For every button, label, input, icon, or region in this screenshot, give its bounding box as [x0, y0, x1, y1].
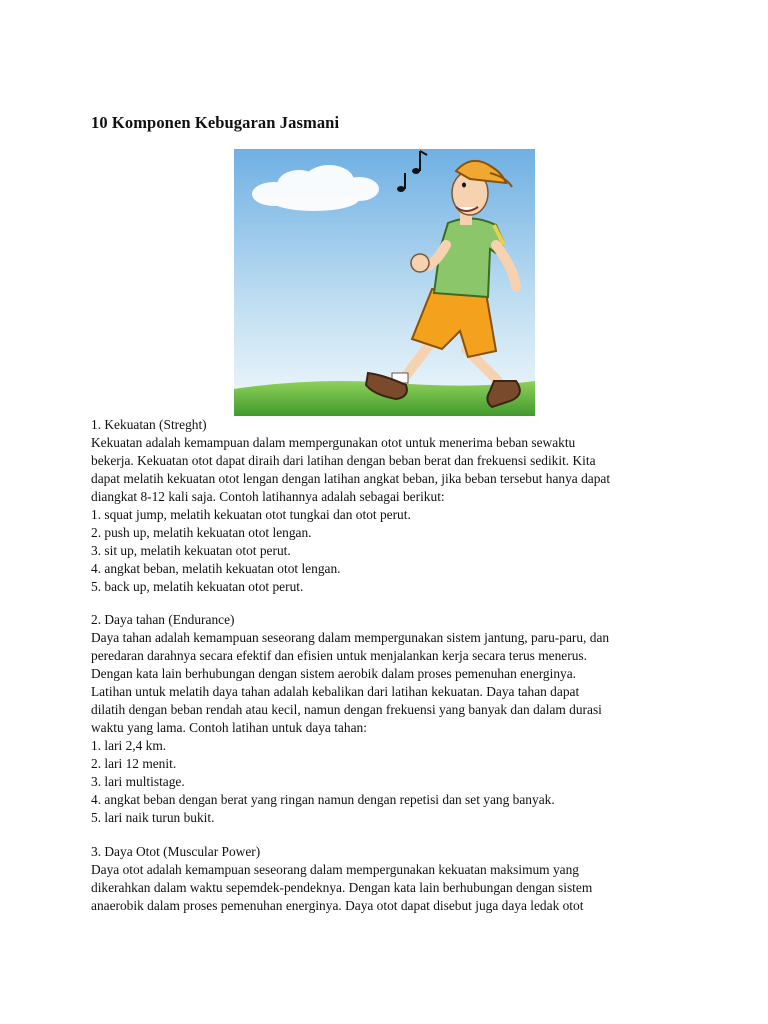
paragraph-line: diangkat 8-12 kali saja. Contoh latihannya adalah sebagai berikut: — [91, 489, 445, 504]
list-item: 4. angkat beban, melatih kekuatan otot lengan. — [91, 561, 341, 576]
list-item: 1. lari 2,4 km. — [91, 738, 167, 753]
paragraph-line: peredaran darahnya secara efektif dan efisien untuk menjalankan kerja secara terus menerus. — [91, 648, 587, 663]
paragraph-line: Kekuatan adalah kemampuan dalam mempergunakan otot untuk menerima beban sewaktu — [91, 435, 576, 450]
paragraph-line: dapat melatih kekuatan otot lengan dengan latihan angkat beban, jika beban tersebut hanya dapat — [91, 471, 611, 486]
page-title: 10 Komponen Kebugaran Jasmani — [91, 113, 340, 132]
paragraph-line: Dengan kata lain berhubungan dengan sistem aerobik dalam proses pemenuhan energinya. — [91, 666, 577, 681]
section-heading: 3. Daya Otot (Muscular Power) — [91, 844, 261, 859]
section-daya-tahan — [91, 611, 691, 827]
list-item: 2. lari 12 menit. — [91, 756, 177, 771]
paragraph-line: Daya tahan adalah kemampuan seseorang dalam mempergunakan sistem jantung, paru-paru, dan — [91, 630, 610, 645]
paragraph-line: anaerobik dalam proses pemenuhan energinya. Daya otot dapat disebut juga daya ledak otot — [91, 898, 584, 913]
section-kekuatan — [91, 416, 691, 596]
section-daya-otot — [91, 843, 691, 915]
walking-man-illustration-icon — [234, 149, 535, 416]
paragraph-line: Latihan untuk melatih daya tahan adalah kebalikan dari latihan kekuatan. Daya tahan dapat — [91, 684, 580, 699]
paragraph-line: Daya otot adalah kemampuan seseorang dalam mempergunakan kekuatan maksimum yang — [91, 862, 579, 877]
list-item: 3. lari multistage. — [91, 774, 185, 789]
section-heading: 1. Kekuatan (Streght) — [91, 417, 207, 432]
list-item: 1. squat jump, melatih kekuatan otot tungkai dan otot perut. — [91, 507, 411, 522]
list-item: 2. push up, melatih kekuatan otot lengan. — [91, 525, 312, 540]
list-item: 5. lari naik turun bukit. — [91, 810, 215, 825]
list-item: 3. sit up, melatih kekuatan otot perut. — [91, 543, 291, 558]
list-item: 4. angkat beban dengan berat yang ringan namun dengan repetisi dan set yang banyak. — [91, 792, 555, 807]
paragraph-line: dikerahkan dalam waktu sepemdek-pendeknya. Dengan kata lain berhubungan dengan sistem — [91, 880, 593, 895]
paragraph-line: bekerja. Kekuatan otot dapat diraih dari latihan dengan beban berat dan frekuensi sedikit. Kita — [91, 453, 596, 468]
list-item: 5. back up, melatih kekuatan otot perut. — [91, 579, 304, 594]
paragraph-line: dilatih dengan beban rendah atau kecil, namun dengan frekuensi yang banyak dan dalam durasi — [91, 702, 602, 717]
paragraph-line: waktu yang lama. Contoh latihan untuk daya tahan: — [91, 720, 367, 735]
section-heading: 2. Daya tahan (Endurance) — [91, 612, 235, 627]
